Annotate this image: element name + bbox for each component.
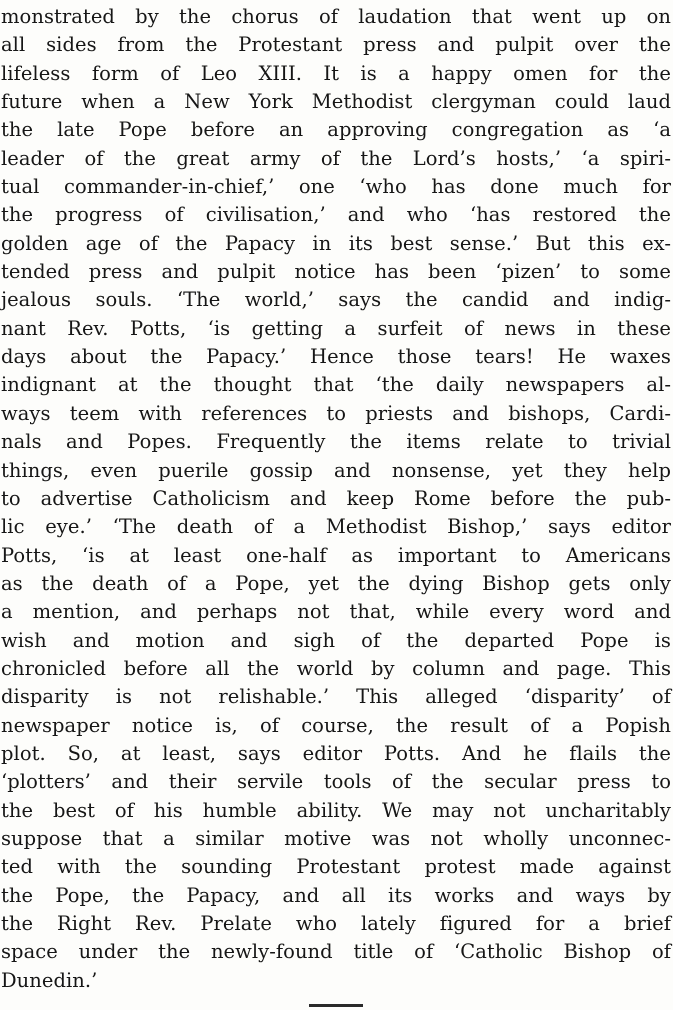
text-line: plot. So, at least, says editor Potts. And he flails the <box>1 741 671 765</box>
text-line: the Right Rev. Prelate who lately figured for a brief <box>1 912 671 935</box>
text-line: future when a New York Methodist clergyman could laud <box>1 90 671 114</box>
text-line: monstrated by the chorus of laudation that went up on <box>1 5 671 28</box>
text-line: all sides from the Protestant press and pulpit over the <box>1 33 671 57</box>
text-line: jealous souls. ‘The world,’ says the candid and indig- <box>1 288 671 312</box>
text-line: disparity is not relishable.’ This alleged ‘disparity’ of <box>1 685 671 709</box>
text-line: leader of the great army of the Lord’s hosts,’ ‘a spiri- <box>1 146 671 170</box>
text-line-last: Dunedin.’ <box>1 968 98 992</box>
text-line: the late Pope before an approving congregation as ‘a <box>1 118 671 142</box>
text-line: space under the newly-found title of ‘Catholic Bishop of <box>1 940 671 964</box>
text-line: as the death of a Pope, yet the dying Bishop gets only <box>1 571 671 595</box>
text-line: suppose that a similar motive was not wholly unconnec- <box>1 826 671 850</box>
text-line: to advertise Catholicism and keep Rome before the pub- <box>1 486 671 510</box>
text-line: a mention, and perhaps not that, while every word and <box>1 600 671 624</box>
text-line: the progress of civilisation,’ and who ‘has restored the <box>1 203 671 227</box>
text-line: the Pope, the Papacy, and all its works and ways by <box>1 883 671 907</box>
article-column <box>1 3 671 995</box>
text-line: tended press and pulpit notice has been ‘pizen’ to some <box>1 260 671 284</box>
text-line: the best of his humble ability. We may not uncharitably <box>1 798 671 822</box>
text-line: ways teem with references to priests and bishops, Cardi- <box>1 401 671 425</box>
text-line: newspaper notice is, of course, the result of a Popish <box>1 713 671 737</box>
text-line: nals and Popes. Frequently the items relate to trivial <box>1 430 671 454</box>
text-line: ted with the sounding Protestant protest made against <box>1 855 671 879</box>
text-line: chronicled before all the world by column and page. This <box>1 656 671 680</box>
section-divider-rule <box>309 1004 363 1007</box>
text-line: tual commander-in-chief,’ one ‘who has done much for <box>1 175 671 199</box>
text-line: Potts, ‘is at least one-half as important to Americans <box>1 543 671 567</box>
text-line: golden age of the Papacy in its best sense.’ But this ex- <box>1 231 671 255</box>
text-line: lic eye.’ ‘The death of a Methodist Bishop,’ says editor <box>1 515 671 539</box>
text-line: indignant at the thought that ‘the daily newspapers al- <box>1 373 671 397</box>
text-line: lifeless form of Leo XIII. It is a happy omen for the <box>1 61 671 85</box>
text-line: nant Rev. Potts, ‘is getting a surfeit of news in these <box>1 316 671 340</box>
text-line: things, even puerile gossip and nonsense, yet they help <box>1 458 671 482</box>
text-line: days about the Papacy.’ Hence those tears! He waxes <box>1 345 671 369</box>
text-line: ‘plotters’ and their servile tools of the secular press to <box>1 770 671 794</box>
text-line: wish and motion and sigh of the departed Pope is <box>1 628 671 652</box>
